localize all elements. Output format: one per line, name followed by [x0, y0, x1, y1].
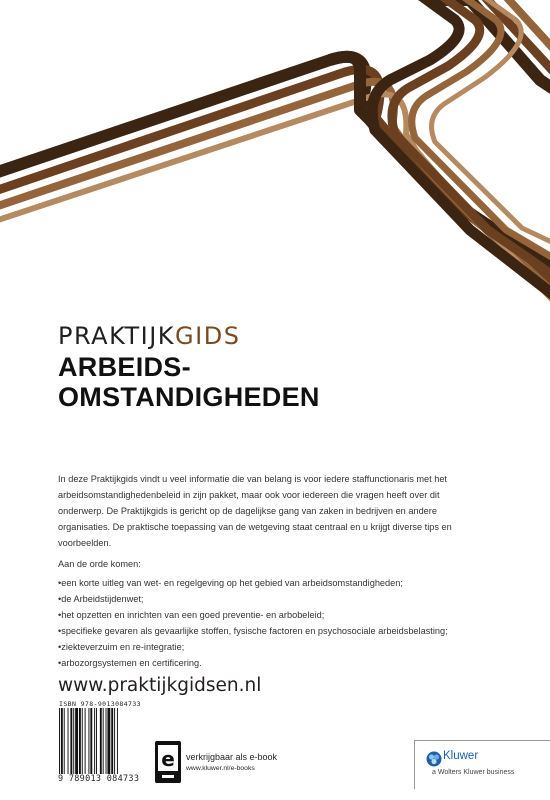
e-book-icon: [155, 741, 181, 783]
intro-paragraph: In deze Praktijkgids vindt u veel informatie die van belang is voor iedere staffunctionaris met het arbeidsomstandighedenbeleid in zijn pakket, maar ook voor iedereen die vragen heeft over dit onderwerp. De Praktijkgids is gericht op de dagelijkse gang van zaken in bedrijven en andere organisaties. De praktische toepassing van de wetgeving staat centraal en u krijgt diverse tips en voorbeelden.: [58, 474, 452, 548]
ebook-label: verkrijgbaar als e-book: [186, 752, 278, 762]
publisher-tagline: a Wolters Kluwer business: [432, 769, 515, 776]
series-accent: GIDS: [175, 322, 241, 350]
topic-item: • arbozorgsystemen en certificering.: [58, 655, 448, 671]
isbn-number: ISBN 978-9013084733: [59, 700, 141, 708]
topics-heading: Aan de orde komen:: [58, 559, 141, 569]
svg-text:e: e: [161, 747, 175, 771]
topic-item: • een korte uitleg van wet- en regelgeving op het gebied van arbeidsomstandigheden;: [58, 575, 448, 591]
publisher-name: Kluwer: [443, 750, 479, 762]
barcode-digits: 9 789013 084733: [58, 774, 140, 784]
topics-list: [58, 575, 448, 671]
website-url: www.praktijkgidsen.nl: [58, 675, 262, 696]
series-prefix: PRAKTIJK: [58, 322, 176, 350]
ebook-url: www.kluwer.nl/e-books: [186, 765, 255, 772]
topic-item: • het opzetten en inrichten van een goed preventie- en arbobeleid;: [58, 607, 448, 623]
book-title: [58, 352, 320, 412]
topic-item: • specifieke gevaren als gevaarlijke stoffen, fysische factoren en psychosociale arbeidsbelasting;: [58, 623, 448, 639]
publisher-box: [414, 740, 550, 789]
title-line-1: ARBEIDS-: [58, 352, 191, 382]
decorative-stripes: [0, 0, 550, 320]
series-name: [58, 322, 240, 350]
kluwer-logo-icon: [426, 751, 442, 767]
topic-item: • de Arbeidstijdenwet;: [58, 591, 448, 607]
topic-item: • ziekteverzuim en re-integratie;: [58, 639, 448, 655]
title-line-2: OMSTANDIGHEDEN: [58, 382, 320, 412]
